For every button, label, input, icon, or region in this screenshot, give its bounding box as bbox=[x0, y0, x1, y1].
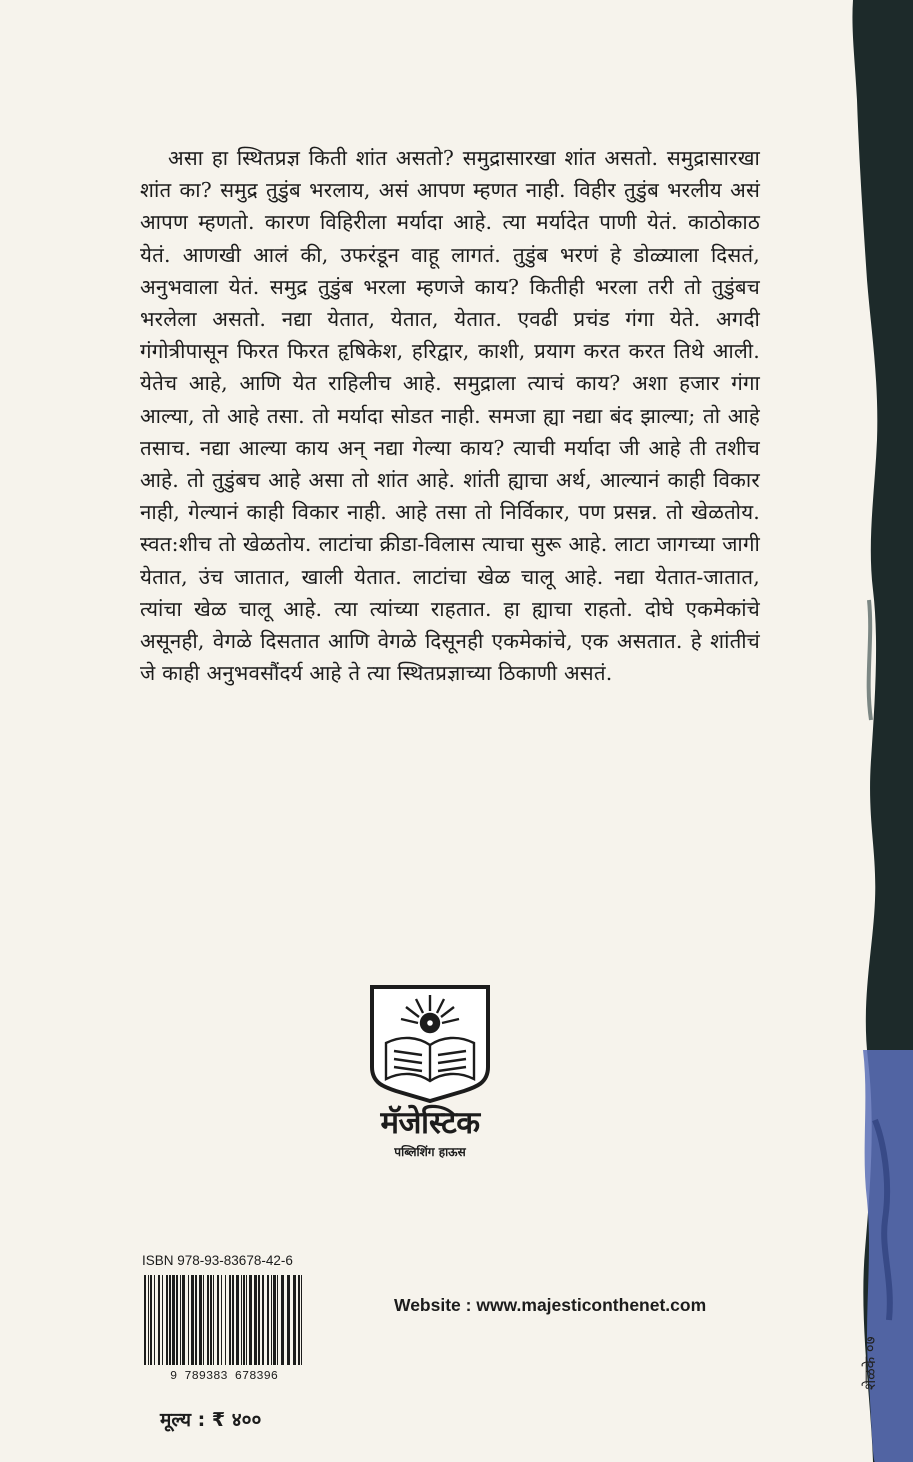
barcode-bar bbox=[182, 1275, 185, 1365]
barcode-bar bbox=[191, 1275, 194, 1365]
barcode-bar bbox=[262, 1275, 264, 1365]
barcode-bar bbox=[258, 1275, 260, 1365]
barcode-bar bbox=[162, 1275, 163, 1365]
barcode-bar bbox=[243, 1275, 245, 1365]
back-cover-blurb: असा हा स्थितप्रज्ञ किती शांत असतो? समुद्रासारखा शांत असतो. समुद्रासारखा शांत का? समुद्र तुडुंब भरलाय, असं आपण म्हणत नाही. विहीर तुडुंब भरलीय असं आपण म्हणतो. कारण विहिरीला मर्यादा आहे. त्या मर्यादेत पाणी येतं. काठोकाठ येतं. आणखी आलं की, उफरंडून वाहू लागतं. तुडुंब भरणं हे डोळ्याला दिसतं, अनुभवाला येतं. समुद्र तुडुंब भरला म्हणजे काय? कितीही भरला तरी तो तुडुंबच भरलेला असतो. नद्या येतात, येतात, येतात. एवढी प्रचंड गंगा येते. अगदी गंगोत्रीपासून फिरत फिरत हृषिकेश, हरिद्वार, काशी, प्रयाग करत करत तिथे आली. येतेच आहे, आणि येत राहिलीच आहे. समुद्राला त्याचं काय? अशा हजार गंगा आल्या, तो आहे तसा. तो मर्यादा सोडत नाही. समजा ह्या नद्या बंद झाल्या; तो आहे तसाच. नद्या आल्या काय अन् नद्या गेल्या काय? त्याची मर्यादा जी आहे ती तशीच आहे. तो तुडुंबच आहे असा तो शांत आहे. शांती ह्याचा अर्थ, आल्यानं काही विकार नाही, गेल्यानं काही विकार नाही. आहे तसा तो निर्विकार, पण प्रसन्न. तो खेळतोय. स्वत:शीच तो खेळतोय. लाटांचा क्रीडा-विलास त्याचा सुरू आहे. लाटा जागच्या जागी येतात, उंच जातात, खाली येतात. लाटांचा खेळ चालू आहे. नद्या येतात-जातात, त्यांचा खेळ चालू आहे. त्या त्यांच्या राहतात. हा ह्याचा राहतो. दोघे एकमेकांचे असूनही, वेगळे दिसतात आणि वेगळे दिसूनही एकमेकांचे, एक असतात. हे शांतीचं जे काही अनुभवसौंदर्य आहे ते त्या स्थितप्रज्ञाच्या ठिकाणी असतं. bbox=[140, 146, 760, 686]
barcode-bar bbox=[199, 1275, 202, 1365]
barcode-bar bbox=[229, 1275, 231, 1365]
barcode-bar bbox=[148, 1275, 149, 1365]
publisher-website: Website : www.majesticonthenet.com bbox=[394, 1295, 707, 1315]
barcode-bar bbox=[158, 1275, 160, 1365]
barcode-bar bbox=[254, 1275, 257, 1365]
barcode-bar bbox=[241, 1275, 242, 1365]
isbn-label: ISBN 978-93-83678-42-6 bbox=[142, 1253, 293, 1268]
barcode-bar bbox=[180, 1275, 181, 1365]
barcode-bar bbox=[172, 1275, 175, 1365]
barcode-bar bbox=[273, 1275, 276, 1365]
barcode-bar bbox=[277, 1275, 278, 1365]
barcode-bar bbox=[210, 1275, 212, 1365]
barcode-bar bbox=[246, 1275, 247, 1365]
barcode-bar bbox=[221, 1275, 222, 1365]
barcode-bar bbox=[203, 1275, 204, 1365]
barcode-bar bbox=[298, 1275, 300, 1365]
barcode-bar bbox=[213, 1275, 214, 1365]
barcode-bar bbox=[195, 1275, 197, 1365]
barcode-bar bbox=[293, 1275, 296, 1365]
barcode-bar bbox=[232, 1275, 234, 1365]
publisher-subtitle: पब्लिशिंग हाऊस bbox=[394, 1145, 466, 1159]
price-value: ₹ ४०० bbox=[211, 1409, 262, 1431]
barcode-bar bbox=[225, 1275, 226, 1365]
signature-text: शेळके ०७ bbox=[861, 1336, 879, 1390]
barcode-bar bbox=[301, 1275, 302, 1365]
barcode-bar bbox=[271, 1275, 272, 1365]
barcode-digits: 9 789383 678396 bbox=[169, 1369, 279, 1383]
barcode-bar bbox=[207, 1275, 209, 1365]
publisher-logo-emblem bbox=[368, 983, 492, 1103]
publisher-name: मॅजेस्टिक bbox=[380, 1105, 480, 1141]
barcode-bar bbox=[267, 1275, 269, 1365]
barcode-bar bbox=[154, 1275, 155, 1365]
barcode-bar bbox=[169, 1275, 171, 1365]
barcode-bar bbox=[176, 1275, 178, 1365]
barcode-bar bbox=[249, 1275, 252, 1365]
barcode-bar bbox=[236, 1275, 239, 1365]
barcode-bar bbox=[281, 1275, 284, 1365]
price-label: मूल्य : bbox=[160, 1409, 206, 1431]
isbn-barcode bbox=[140, 1271, 308, 1383]
painted-edge-artwork bbox=[813, 0, 913, 1462]
barcode-bar bbox=[287, 1275, 290, 1365]
barcode-bar bbox=[188, 1275, 189, 1365]
price-line bbox=[160, 1406, 261, 1434]
artist-signature bbox=[860, 1336, 884, 1450]
barcode-bar bbox=[166, 1275, 168, 1365]
barcode-bar bbox=[144, 1275, 146, 1365]
barcode-bar bbox=[150, 1275, 152, 1365]
barcode-bar bbox=[217, 1275, 219, 1365]
